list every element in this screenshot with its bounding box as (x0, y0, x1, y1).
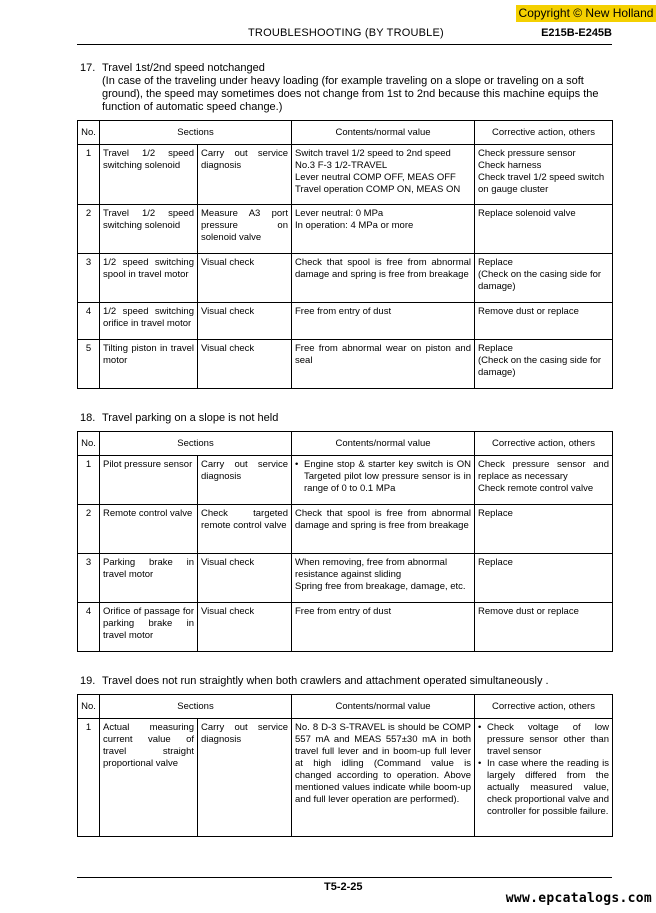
row-no: 5 (78, 340, 100, 389)
section-number: 18. (80, 412, 96, 424)
row-section: Remote control valve (100, 505, 198, 554)
row-section: Travel 1/2 speed switching solenoid (100, 205, 198, 254)
row-action: Remove dust or replace (475, 603, 613, 652)
action-bullet: • In case where the reading is largely differed from the actually measured value, check proportional valve and controller for possible failure. (487, 758, 609, 818)
action-bullet: • Check voltage of low pressure sensor other than travel sensor (487, 722, 609, 758)
row-check: Carry out service diagnosis (198, 145, 292, 205)
row-content (292, 554, 475, 603)
copyright-watermark: Copyright © New Holland (516, 5, 656, 22)
row-section: Orifice of passage for parking brake in travel motor (100, 603, 198, 652)
footer-watermark-url: www.epcatalogs.com (505, 891, 652, 906)
row-section: Actual measuring current value of travel straight proportional valve (100, 719, 198, 837)
row-action (475, 456, 613, 505)
row-check: Visual check (198, 554, 292, 603)
row-check: Measure A3 port pressure on solenoid valve (198, 205, 292, 254)
action-line: (Check on the casing side for damage) (478, 269, 602, 292)
section-heading: Travel does not run straightly when both crawlers and attachment operated simultaneously . (102, 675, 549, 687)
row-section: Parking brake in travel motor (100, 554, 198, 603)
row-content (292, 145, 475, 205)
row-content: Check that spool is free from abnormal damage and spring is free from breakage (292, 254, 475, 303)
row-section: 1/2 speed switching spool in travel motor (100, 254, 198, 303)
section-note: (In case of the traveling under heavy loading (for example traveling on a slope or traveling on a soft ground), the speed may sometimes does not change from 1st to 2nd because this machine equips the function of automatic speed change.) (102, 75, 599, 113)
row-no: 4 (78, 303, 100, 340)
row-action (475, 254, 613, 303)
col-header-no: No. (78, 695, 100, 719)
row-no: 1 (78, 719, 100, 837)
row-no: 4 (78, 603, 100, 652)
row-action: Remove dust or replace (475, 303, 613, 340)
content-line: Lever neutral COMP OFF, MEAS OFF (295, 172, 456, 183)
content-line: Switch travel 1/2 speed to 2nd speed (295, 148, 451, 159)
row-action (475, 340, 613, 389)
row-check: Visual check (198, 303, 292, 340)
content-line: Spring free from breakage, damage, etc. (295, 581, 466, 592)
content-line: Lever neutral: 0 MPa (295, 208, 384, 219)
table-row (78, 205, 613, 254)
col-header-sections: Sections (100, 432, 292, 456)
footer-rule (77, 877, 612, 878)
content-bullet: • Engine stop & starter key switch is ON Targeted pilot low pressure sensor is in range of 0 to 0.1 MPa (304, 459, 471, 495)
table-row (78, 719, 613, 837)
action-line: Replace (478, 257, 513, 268)
section-19-table (77, 694, 613, 837)
row-content: Free from entry of dust (292, 603, 475, 652)
table-row (78, 340, 613, 389)
action-line: (Check on the casing side for damage) (478, 355, 602, 378)
row-content: Check that spool is free from abnormal damage and spring is free from breakage (292, 505, 475, 554)
col-header-contents: Contents/normal value (292, 121, 475, 145)
row-action (475, 205, 613, 254)
row-section: Tilting piston in travel motor (100, 340, 198, 389)
table-row (78, 603, 613, 652)
col-header-sections: Sections (100, 695, 292, 719)
content-line: Travel operation COMP ON, MEAS ON (295, 184, 461, 195)
row-no: 1 (78, 456, 100, 505)
row-check: Visual check (198, 254, 292, 303)
table-row (78, 303, 613, 340)
table-row (78, 505, 613, 554)
row-no: 3 (78, 254, 100, 303)
col-header-no: No. (78, 432, 100, 456)
action-line: Replace (478, 343, 513, 354)
action-line: Check harness (478, 160, 542, 171)
table-row (78, 145, 613, 205)
content-line: When removing, free from abnormal resistance against sliding (295, 557, 448, 580)
table-header-row (78, 121, 613, 145)
row-section: Travel 1/2 speed switching solenoid (100, 145, 198, 205)
content-line: In operation: 4 MPa or more (295, 220, 414, 231)
row-section: 1/2 speed switching orifice in travel motor (100, 303, 198, 340)
action-line: Check pressure sensor and replace as necessary (478, 459, 609, 482)
row-content: Free from abnormal wear on piston and seal (292, 340, 475, 389)
col-header-sections: Sections (100, 121, 292, 145)
col-header-contents: Contents/normal value (292, 432, 475, 456)
row-check: Visual check (198, 340, 292, 389)
section-18-title (80, 412, 610, 425)
section-18-table (77, 431, 613, 652)
row-check: Carry out service diagnosis (198, 719, 292, 837)
col-header-action: Corrective action, others (475, 121, 613, 145)
row-check: Check targeted remote control valve (198, 505, 292, 554)
section-17-title (80, 62, 610, 114)
table-row (78, 254, 613, 303)
row-action: Replace (475, 505, 613, 554)
row-content (292, 205, 475, 254)
row-content: No. 8 D-3 S-TRAVEL is should be COMP 557 mA and MEAS 557±30 mA in both travel full lever and in boom-up full lever at high idling (Command value is changed according to operation. Above mentioned values indicate while boom-up and full lever operation are performed). (292, 719, 475, 837)
row-action: Replace (475, 554, 613, 603)
page-header-title: TROUBLESHOOTING (BY TROUBLE) (248, 27, 444, 39)
header-rule (77, 44, 612, 45)
action-line: Check travel 1/2 speed switch on gauge cluster (478, 172, 605, 195)
col-header-no: No. (78, 121, 100, 145)
section-heading: Travel parking on a slope is not held (102, 412, 279, 424)
action-line: Check remote control valve (478, 483, 594, 494)
section-19-title (80, 675, 610, 688)
row-section: Pilot pressure sensor (100, 456, 198, 505)
action-line: Replace solenoid valve (478, 208, 576, 219)
table-header-row (78, 695, 613, 719)
row-no: 1 (78, 145, 100, 205)
row-action (475, 719, 613, 837)
row-content (292, 456, 475, 505)
content-line: No.3 F-3 1/2-TRAVEL (295, 160, 388, 171)
row-content: Free from entry of dust (292, 303, 475, 340)
col-header-contents: Contents/normal value (292, 695, 475, 719)
row-no: 3 (78, 554, 100, 603)
section-number: 17. (80, 62, 96, 74)
section-number: 19. (80, 675, 96, 687)
page-header-model: E215B-E245B (541, 27, 612, 39)
page-number: T5-2-25 (324, 881, 363, 893)
table-row (78, 554, 613, 603)
row-no: 2 (78, 205, 100, 254)
section-17-table (77, 120, 613, 389)
section-heading: Travel 1st/2nd speed notchanged (102, 62, 265, 74)
col-header-action: Corrective action, others (475, 432, 613, 456)
action-line: Check pressure sensor (478, 148, 576, 159)
table-header-row (78, 432, 613, 456)
table-row (78, 456, 613, 505)
row-check: Carry out service diagnosis (198, 456, 292, 505)
row-no: 2 (78, 505, 100, 554)
row-action (475, 145, 613, 205)
row-check: Visual check (198, 603, 292, 652)
col-header-action: Corrective action, others (475, 695, 613, 719)
